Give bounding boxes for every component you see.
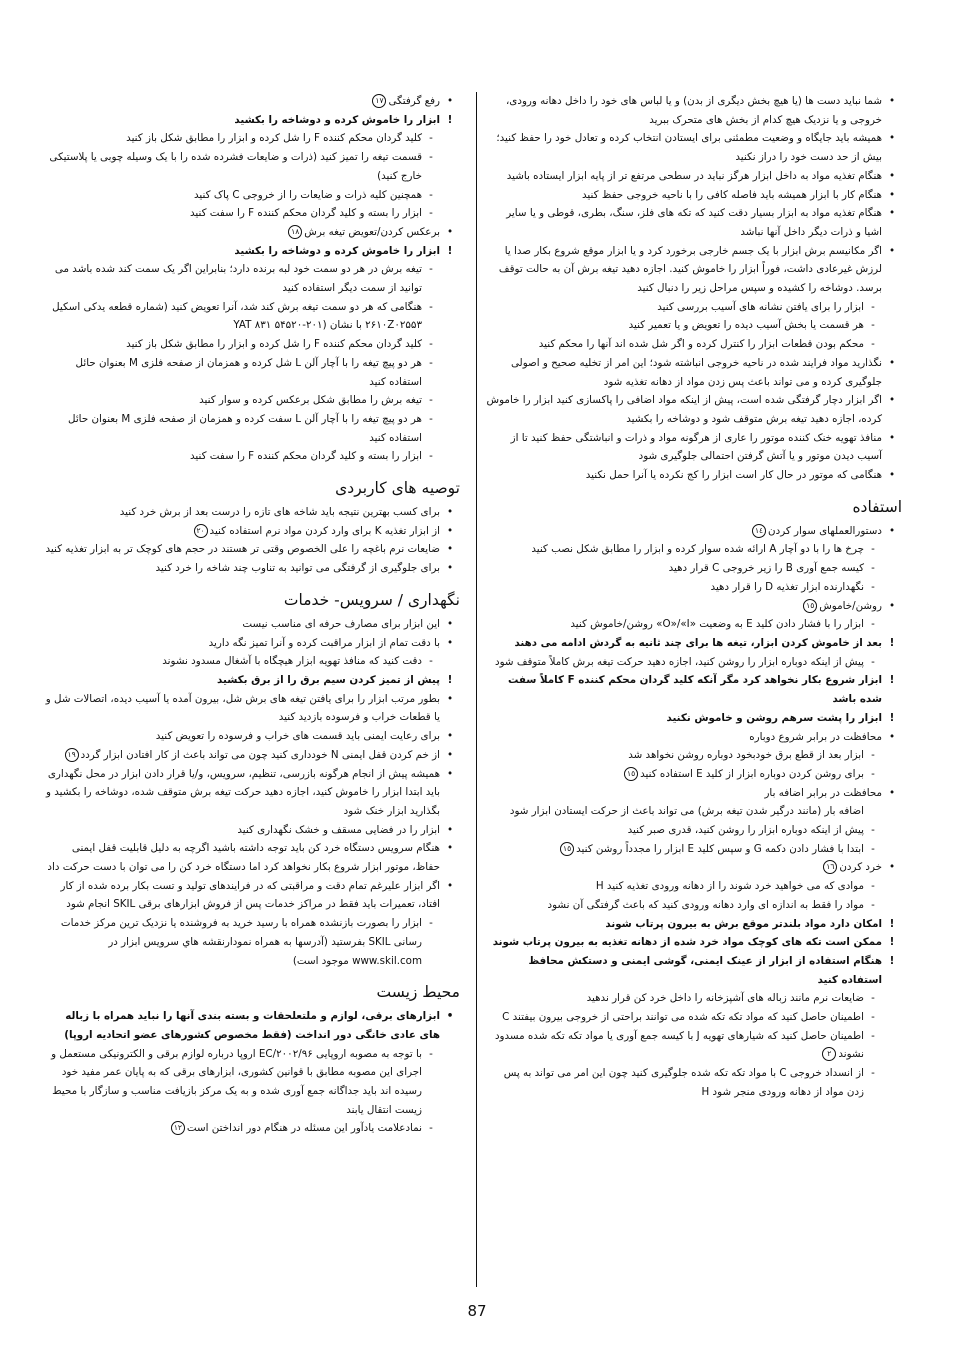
- sub-item: [486, 540, 902, 559]
- item-text: با دقت تمام از ابزار مراقبت کرده و آنرا تمیز نگه دارید: [208, 636, 440, 649]
- bullet-item: [44, 615, 460, 634]
- bullet-item: [44, 1007, 460, 1044]
- bullet-icon: •: [446, 506, 454, 519]
- bullet-icon: -: [871, 618, 875, 631]
- item-text: ابزار را خاموش کرده و دوشاخه را بکشید: [234, 244, 440, 257]
- bullet-icon: •: [888, 95, 896, 107]
- bullet-icon: •: [888, 786, 896, 799]
- sub-item: [486, 821, 902, 840]
- bullet-icon: -: [429, 394, 433, 407]
- bullet-icon: -: [429, 338, 433, 351]
- item-text: پیش از اینکه دوباره ابزار را روشن کنید، قدری صبر کنید: [627, 824, 864, 837]
- bullet-icon: -: [429, 132, 433, 145]
- bullet-item: [44, 690, 460, 727]
- bullet-icon: •: [888, 469, 896, 482]
- bullet-icon: -: [871, 319, 875, 332]
- item-text: ابزار را بسته و کلید گردان محکم کننده F را سفت کنید: [189, 207, 422, 220]
- item-text: ابزار را با فشار دادن کلید E به وضعیت «O»/«I» روشن/خاموش کنید: [570, 618, 864, 631]
- bullet-item: [486, 728, 902, 747]
- warning-item: [44, 242, 460, 261]
- figure-ref-icon: ١٨: [288, 225, 302, 239]
- bullet-icon: •: [446, 225, 454, 238]
- item-text: خرد کردن: [839, 861, 882, 874]
- item-text: از ابزار تغذیه K برای وارد کردن مواد نرم استفاده کنید: [209, 524, 440, 537]
- bullet-icon: -: [429, 1122, 433, 1135]
- bullet-icon: •: [888, 356, 896, 369]
- item-text: اطمینان حاصل کنید که مواد تکه تکه شده می توانند براحتی از خروجی بیرون بیفتند C: [502, 1011, 864, 1024]
- item-text: توصیه های کاربردی: [335, 479, 460, 498]
- warning-icon: !: [447, 113, 453, 126]
- text-paragraph: [486, 802, 902, 821]
- item-text: شما نباید دست ها (یا هیچ بخش دیگری از بدن) و یا لباس های خود را داخل دهانه ورودی، خروجی و یا نزدیک هیچ کدام از بخش های متحرک ببرید: [505, 95, 882, 126]
- figure-ref-icon: ٢: [822, 1047, 836, 1061]
- bullet-icon: •: [446, 879, 454, 892]
- sub-item: [44, 914, 460, 970]
- warning-item: [486, 915, 902, 934]
- bullet-icon: -: [871, 842, 875, 855]
- bullet-icon: -: [871, 767, 875, 780]
- item-text: هنگام کار با ابزار همیشه باید فاصله کافی را با ناحیه خروجی حفظ کنید: [582, 188, 882, 201]
- warning-icon: !: [889, 674, 895, 687]
- item-text: نمادعلامت یادآور این مسئله در هنگام دور انداختن است: [186, 1122, 422, 1135]
- section-heading: [44, 478, 460, 498]
- item-text: پیش از تمیز کردن سیم برق را از برق بکشید: [217, 673, 440, 686]
- sub-item: [486, 896, 902, 915]
- bullet-icon: •: [888, 188, 896, 201]
- bullet-icon: •: [888, 132, 896, 145]
- bullet-icon: -: [429, 655, 433, 668]
- bullet-icon: -: [871, 300, 875, 313]
- item-text: هنگامی که هر دو سمت تیغه برش کند شد، آنرا تعویض کنید (شماره قطعه یدکی اسکیل ۲۶۱۰Z۰۲۵۵۳ با نشان (۲۰۱-۵۴۵۲۰ ۸۳۱ YAT: [52, 300, 422, 332]
- sub-item: [486, 615, 902, 634]
- sub-item: [44, 204, 460, 223]
- sub-item: [486, 653, 902, 672]
- item-text: ابزارهای برقی، لوازم و ملتعلحقات و بسته بندی آنها را نباید همراه با زباله های عادی خانگی دور انداخت (فقط مخصوص کشورهای عضو اتحادیه اروپا): [64, 1010, 440, 1041]
- bullet-item: [486, 391, 902, 428]
- item-text: هنگام سرویس دستگاه خرد کن باید توجه داشته باشید اگرچه به دلیل قابلیت قفل ایمنی حفاظ، موتور ابزار شروع بکار نخواهد کرد اما دستگاه خرد کن را می توان با دست حرکت داد: [47, 842, 440, 874]
- sub-item: [44, 1119, 460, 1138]
- bullet-icon: •: [446, 1010, 454, 1023]
- bullet-icon: -: [871, 1029, 875, 1042]
- bullet-item: [44, 634, 460, 653]
- bullet-icon: •: [888, 599, 896, 612]
- sub-item: [486, 877, 902, 896]
- item-text: برای جلوگیری از گرفتگی می توانید به تناوب چند شاخه را خرد کنید: [155, 562, 440, 575]
- sub-item: [486, 765, 902, 784]
- item-text: این ابزار برای مصارف حرفه ای مناسب نیست: [242, 617, 440, 630]
- bullet-item: [486, 466, 902, 485]
- section-heading: [44, 590, 460, 610]
- bullet-icon: -: [871, 580, 875, 593]
- bullet-icon: -: [871, 749, 875, 762]
- sub-item: [44, 447, 460, 466]
- warning-item: [486, 933, 902, 952]
- item-text: اگر مکانیسم برش ابزار با یک جسم خارجی برخورد کرد و یا ابزار موقع شروع بکار صدا یا لرزش غیرعادی داشت، فوراً ابزار را خاموش کنید. اجازه دهید تیغه برش آن به حالت توقف برسد. دوشاخه را کشیده و سپس مراحل زیر را دنبال کنید: [498, 244, 882, 295]
- bullet-item: [486, 92, 902, 129]
- item-text: هنگام تغذیه مواد به داخل ابزار هرگز نباید در سطحی مرتفع تر از پایه ابزار ایستاده باشید: [506, 169, 882, 182]
- bullet-item: [486, 129, 902, 166]
- bullet-icon: -: [871, 655, 875, 668]
- item-text: موادی که می خواهید خرد شوند را از دهانه ورودی تغذیه کنید H: [595, 880, 864, 893]
- column-divider: [476, 92, 477, 1287]
- item-text: ابزار را بصورت بازنشده همراه با رسید خرید به فروشنده یا نزدیک ترین مرکز خدمات رسانی SKIL بفرستید (آدرسها به همراه نمودارنقشه هاي سرويس ابزار در www.skil.com موجود است): [60, 917, 422, 967]
- bullet-icon: -: [871, 880, 875, 893]
- item-text: امکان دارد مواد بلندتر موقع برش به بیرون پرتاب شوند: [605, 917, 882, 930]
- item-text: محکم بودن قطعات ابزار را کنترل کرده و اگر شل شده اند آنها را محکم کنید: [538, 338, 864, 351]
- warning-item: [44, 111, 460, 130]
- sub-item: [486, 746, 902, 765]
- item-text: برای رعایت ایمنی باید قسمت های خراب و فرسوده را تعویض کنید: [155, 730, 440, 743]
- warning-icon: !: [889, 954, 895, 967]
- right-column: [486, 92, 902, 1102]
- bullet-item: [486, 784, 902, 803]
- warning-icon: !: [447, 244, 453, 257]
- sub-item: [44, 186, 460, 205]
- bullet-item: [44, 746, 460, 765]
- bullet-icon: •: [446, 543, 454, 556]
- bullet-item: [44, 727, 460, 746]
- bullet-icon: -: [871, 562, 875, 575]
- item-text: بعد از خاموش کردن ابزار، تیغه ها برای چند ثانیه به گردش ادامه می دهند: [514, 636, 882, 649]
- item-text: ممکن است تکه های کوچک مواد خرد شده از دهانه تغذیه به بیرون پرتاب شوند: [492, 936, 882, 949]
- bullet-icon: •: [888, 244, 896, 257]
- bullet-icon: -: [429, 151, 433, 164]
- sub-item: [486, 1064, 902, 1101]
- item-text: استفاده: [852, 497, 902, 516]
- item-text: ابزار را بسته و کلید گردان محکم کننده F را سفت کنید: [189, 450, 422, 463]
- item-text: همچنین کلیه ذرات و ضایعات را از خروجی C پاک کنید: [194, 188, 422, 201]
- item-text: تیغه برش در هر دو سمت خود لبه برنده دارد؛ بنابراین اگر یک سمت کند شده باشد می توانید از سمت دیگر استفاده کنید: [54, 263, 422, 295]
- section-heading: [486, 497, 902, 517]
- item-text: برای روشن کردن دوباره ابزار از کلید E استفاده کنید: [640, 767, 864, 780]
- item-text: ابزار بعد از قطع برق خودبخود دوباره روشن نخواهد شد: [628, 749, 864, 762]
- figure-ref-icon: ١٢: [171, 1121, 185, 1135]
- item-text: برای کسب بهترین نتیجه باید شاخه های تازه را درست بعد از برش خرد کنید: [119, 506, 440, 519]
- bullet-icon: -: [429, 300, 433, 313]
- item-text: تیغه برش را مطابق شکل برعکس کرده و سوار کنید: [199, 394, 422, 407]
- item-text: نگهداری / سرویس- خدمات: [283, 590, 460, 609]
- warning-icon: !: [447, 673, 453, 686]
- bullet-icon: -: [429, 412, 433, 425]
- bullet-icon: •: [446, 95, 454, 107]
- bullet-item: [486, 354, 902, 391]
- bullet-icon: •: [888, 861, 896, 874]
- figure-ref-icon: ١٦: [823, 860, 837, 874]
- item-text: پیش از اینکه دوباره ابزار را روشن کنید، اجازه دهید حرکت تیغه برش کاملاً متوقف شود: [495, 655, 864, 668]
- bullet-item: [44, 522, 460, 541]
- figure-ref-icon: ١٧: [372, 94, 386, 108]
- item-text: از انسداد خروجی C با مواد تکه تکه شده جلوگیری کنید چون این امر می تواند به پس زدن مواد از دهانه ورودی منجر شود H: [503, 1067, 864, 1098]
- item-text: اطمینان حاصل کنید که شیارهای تهویه J با کیسه جمع آوری یا مواد تکه تکه شده مسدود نشوند: [494, 1029, 864, 1061]
- bullet-icon: -: [429, 1047, 433, 1060]
- item-text: روشن/خاموش: [819, 599, 882, 612]
- bullet-icon: •: [446, 617, 454, 630]
- item-text: هر دو پیچ تیغه را با آچار آلن L شل کرده و همزمان از صفحه فلزی M بعنوان حائل استفاده کنید: [75, 356, 422, 388]
- sub-item: [486, 559, 902, 578]
- figure-ref-icon: ٢٠: [194, 524, 208, 538]
- item-text: هر دو پیچ تیغه را با آچار آلن L سفت کرده و همزمان از صفحه فلزی M بعنوان حائل استفاده کنید: [68, 412, 422, 444]
- bullet-icon: -: [429, 263, 433, 276]
- item-text: هنگام استفاده از ابزار از عینک ایمنی، گوشی ایمنی و دستکش محافظ استفاده کنید: [528, 954, 882, 986]
- warning-item: [486, 709, 902, 728]
- bullet-item: [486, 167, 902, 186]
- item-text: ابزار را خاموش کرده و دوشاخه را بکشید: [234, 113, 440, 126]
- item-text: ابزار را پشت سرهم روشن و خاموش نکنید: [666, 711, 882, 724]
- bullet-icon: •: [888, 730, 896, 743]
- sub-item: [44, 354, 460, 391]
- item-text: رفع گرفتگی: [388, 95, 440, 107]
- item-text: ابتدا با فشار دادن دکمه G و سپس کلید E ابزار را مجدداً روشن کنید: [576, 842, 864, 855]
- item-text: دستورالعملهای سوار کردن: [768, 524, 882, 537]
- warning-icon: !: [889, 936, 895, 949]
- warning-icon: !: [889, 917, 895, 930]
- bullet-icon: •: [446, 842, 454, 855]
- bullet-icon: -: [871, 1011, 875, 1024]
- item-text: اگر ابزار دچار گرفتگی شده است، پیش از اینکه مواد اضافی را پاکسازی کنید ابزار را خاموش کرده، اجازه دهید تیغه برش متوقف شود و دوشاخه را بکشید: [486, 394, 882, 425]
- bullet-icon: •: [446, 524, 454, 537]
- item-text: بطور مرتب ابزار را برای یافتن تیغه های برش شل، بیرون آمده یا آسیب دیده، اتصالات شل و یا قطعات خراب و فرسوده بازدید کنید: [45, 692, 440, 724]
- item-text: کلید گردان محکم کننده F را شل کرده و ابزار را مطابق شکل باز کنید: [126, 132, 422, 145]
- bullet-icon: •: [888, 394, 896, 407]
- item-text: ضایعات نرم باغچه را علی الخصوص وقتی تر هستند در حجم های کوچک تر به ابزار تغذیه کنید: [45, 543, 440, 556]
- item-text: محیط زیست: [376, 983, 460, 1002]
- bullet-icon: •: [446, 767, 454, 780]
- bullet-icon: •: [888, 524, 896, 537]
- sub-item: [44, 260, 460, 297]
- warning-item: [486, 634, 902, 653]
- figure-ref-icon: ١٤: [752, 524, 766, 538]
- sub-item: [44, 410, 460, 447]
- bullet-icon: -: [429, 188, 433, 201]
- item-text: مواد را فقط به اندازه ای وارد دهانه ورودی کنید که باعث گرفتگی آن نشود: [547, 898, 864, 911]
- sub-item: [44, 129, 460, 148]
- bullet-item: [44, 92, 460, 111]
- bullet-item: [486, 242, 902, 298]
- sub-item: [486, 578, 902, 597]
- sub-item: [44, 1045, 460, 1120]
- bullet-icon: •: [446, 692, 454, 705]
- sub-item: [486, 335, 902, 354]
- item-text: کلید گردان محکم کننده F را شل کرده و ابزار را مطابق شکل باز کنید: [126, 338, 422, 351]
- item-text: قسمت تیغه را تمیز کنید (ذرات و ضایعات فشرده شده را با یک وسیله چوبی یا پلاستیکی خارج کنید): [49, 151, 422, 182]
- sub-item: [44, 148, 460, 185]
- bullet-icon: -: [429, 450, 433, 463]
- bullet-item: [486, 204, 902, 241]
- bullet-icon: -: [871, 543, 875, 556]
- item-text: چرخ ها را با دو آچار A ارائه شده سوار کرده و ابزار را مطابق شکل نصب کنید: [531, 543, 864, 556]
- bullet-icon: •: [446, 748, 454, 761]
- bullet-item: [486, 858, 902, 877]
- item-text: نگذارید مواد فرایند شده در ناحیه خروجی انباشته شود؛ این امر از تخلیه صحیح و اصولی جلوگیری کرده و می تواند باعث پس زدن مواد از دهانه تغذیه شود: [510, 356, 882, 388]
- bullet-icon: -: [871, 992, 875, 1005]
- warning-item: [486, 671, 902, 708]
- item-text: نگهدارنده ابزار تغذیه D را قرار دهید: [710, 580, 864, 593]
- bullet-icon: -: [429, 917, 433, 930]
- item-text: ابزار را در فضایی مسقف و خشک نگهداری کنید: [237, 823, 440, 836]
- bullet-icon: •: [888, 207, 896, 220]
- warning-item: [44, 671, 460, 690]
- item-text: محافظت در برابر شروع دوباره: [749, 730, 882, 743]
- warning-icon: !: [889, 636, 895, 649]
- item-text: کیسه جمع آوری B را زیر خروجی C قرار دهید: [668, 562, 864, 575]
- bullet-item: [44, 877, 460, 914]
- page-number: 87: [467, 1302, 487, 1320]
- bullet-icon: -: [871, 338, 875, 351]
- item-text: همیشه باید جایگاه و وضعیت مطمئنی برای ایستادن انتخاب کرده و تعادل خود را حفظ کنید؛ بیش از حد دست خود را دراز نکنید: [496, 132, 882, 164]
- bullet-icon: -: [429, 207, 433, 220]
- item-text: برعکس کردن/تعویض تیغه برش: [304, 225, 440, 238]
- sub-item: [486, 989, 902, 1008]
- sub-item: [44, 335, 460, 354]
- bullet-item: [44, 839, 460, 876]
- bullet-item: [486, 186, 902, 205]
- bullet-icon: •: [446, 823, 454, 836]
- sub-item: [44, 391, 460, 410]
- item-text: همیشه پیش از انجام هرگونه بازرسی، تنظیم، سرویس، و/یا قرار دادن ابزار در محل نگهداری باید ابتدا ابزار را خاموش کنید، اجازه دهید حرکت تیغه برش متوقف شده، دوشاخه را بکشید و بگذارید ابزار خنک شود: [45, 767, 440, 817]
- figure-ref-icon: ١٩: [65, 748, 79, 762]
- bullet-item: [44, 540, 460, 559]
- sub-item: [486, 298, 902, 317]
- item-text: ابزار را برای یافتن نشانه های آسیب بررسی کنید: [657, 300, 864, 313]
- warning-icon: !: [889, 711, 895, 724]
- item-text: دقت کنید که منافذ تهویه ابزار هیچگاه با آشغال مسدود نشوند: [162, 655, 422, 668]
- bullet-icon: •: [446, 730, 454, 743]
- bullet-item: [44, 821, 460, 840]
- item-text: با توجه به مصوبه اروپایی ۲۰۰۲/۹۶/EC اروپا درباره لوازم برقی و الکترونیکی مستعمل و اجرای این مصوبه مطابق با قوانین کشوری، ابزارهای برقی که به پایان عمر مفید خود رسیده اند باید جداگانه جمع آوری شده و به یک مرکز بازیافت مناسب و سازگار با محیط زیست انتقال یابند: [51, 1047, 422, 1116]
- item-text: هر قسمت یا بخش آسیب دیده را تعویض و یا تعمیر کنید: [628, 319, 864, 332]
- sub-item: [486, 1008, 902, 1027]
- bullet-item: [44, 223, 460, 242]
- item-text: ضایعات نرم مانند زباله های آشپزخانه را داخل خرد کن قرار ندهید: [586, 992, 864, 1005]
- bullet-item: [44, 503, 460, 522]
- item-text: هنگام تغذیه مواد به ابزار بسیار دقت کنید که تکه های فلز، سنگ، بطری، قوطی و یا سایر اشیا و ذرات دیگر داخل آنها نباشد: [506, 207, 882, 238]
- warning-item: [486, 952, 902, 989]
- item-text: ابزار شروع بکار نخواهد کرد مگر آنکه کلید گردان محکم کننده F کاملاً سفت شده باشد: [507, 674, 882, 706]
- bullet-icon: •: [446, 562, 454, 575]
- bullet-item: [486, 429, 902, 466]
- item-text: اضافه بار (مانند درگیر شدن تیغه برش) می تواند باعث از حرکت ایستادن ابزار شود: [509, 805, 864, 818]
- section-heading: [44, 982, 460, 1002]
- sub-item: [486, 1027, 902, 1064]
- bullet-item: [44, 559, 460, 578]
- sub-item: [44, 652, 460, 671]
- bullet-icon: -: [429, 356, 433, 369]
- bullet-item: [486, 522, 902, 541]
- sub-item: [44, 298, 460, 335]
- sub-item: [486, 840, 902, 859]
- bullet-icon: •: [446, 636, 454, 649]
- item-text: هنگامی که موتور در حال کار است ابزار را کج نکرده یا آنرا حمل نکنید: [585, 469, 882, 482]
- bullet-icon: -: [871, 898, 875, 911]
- figure-ref-icon: ١٥: [803, 599, 817, 613]
- figure-ref-icon: ١٥: [560, 842, 574, 856]
- bullet-item: [486, 597, 902, 616]
- item-text: از خم کردن قفل ایمنی N خودداری کنید چون می تواند باعث از کار افتادن ابزار گردد: [80, 748, 440, 761]
- item-text: اگر ابزار علیرغم تمام دقت و مراقبتی که در فرایندهای تولید و تست بکار برده شده از کار افتاد، تعمیرات باید فقط در مراکز خدمات پس از فروش ابزارهای برقی SKIL انجام شود: [60, 879, 440, 911]
- bullet-item: [44, 765, 460, 821]
- figure-ref-icon: ١٥: [624, 767, 638, 781]
- bullet-icon: •: [888, 169, 896, 182]
- bullet-icon: -: [871, 1067, 875, 1080]
- item-text: منافذ تهویه خنک کننده موتور را عاری از هرگونه مواد و ذرات و انباشتگی حفظ کنید تا از آسیب دیدن موتور و یا آتش گرفتن احتمالی جلوگیری شود: [510, 431, 882, 463]
- left-column: [44, 92, 460, 1138]
- bullet-icon: -: [871, 824, 875, 837]
- bullet-icon: •: [888, 431, 896, 444]
- sub-item: [486, 316, 902, 335]
- item-text: محافظت در برابر اضافه بار: [764, 786, 882, 799]
